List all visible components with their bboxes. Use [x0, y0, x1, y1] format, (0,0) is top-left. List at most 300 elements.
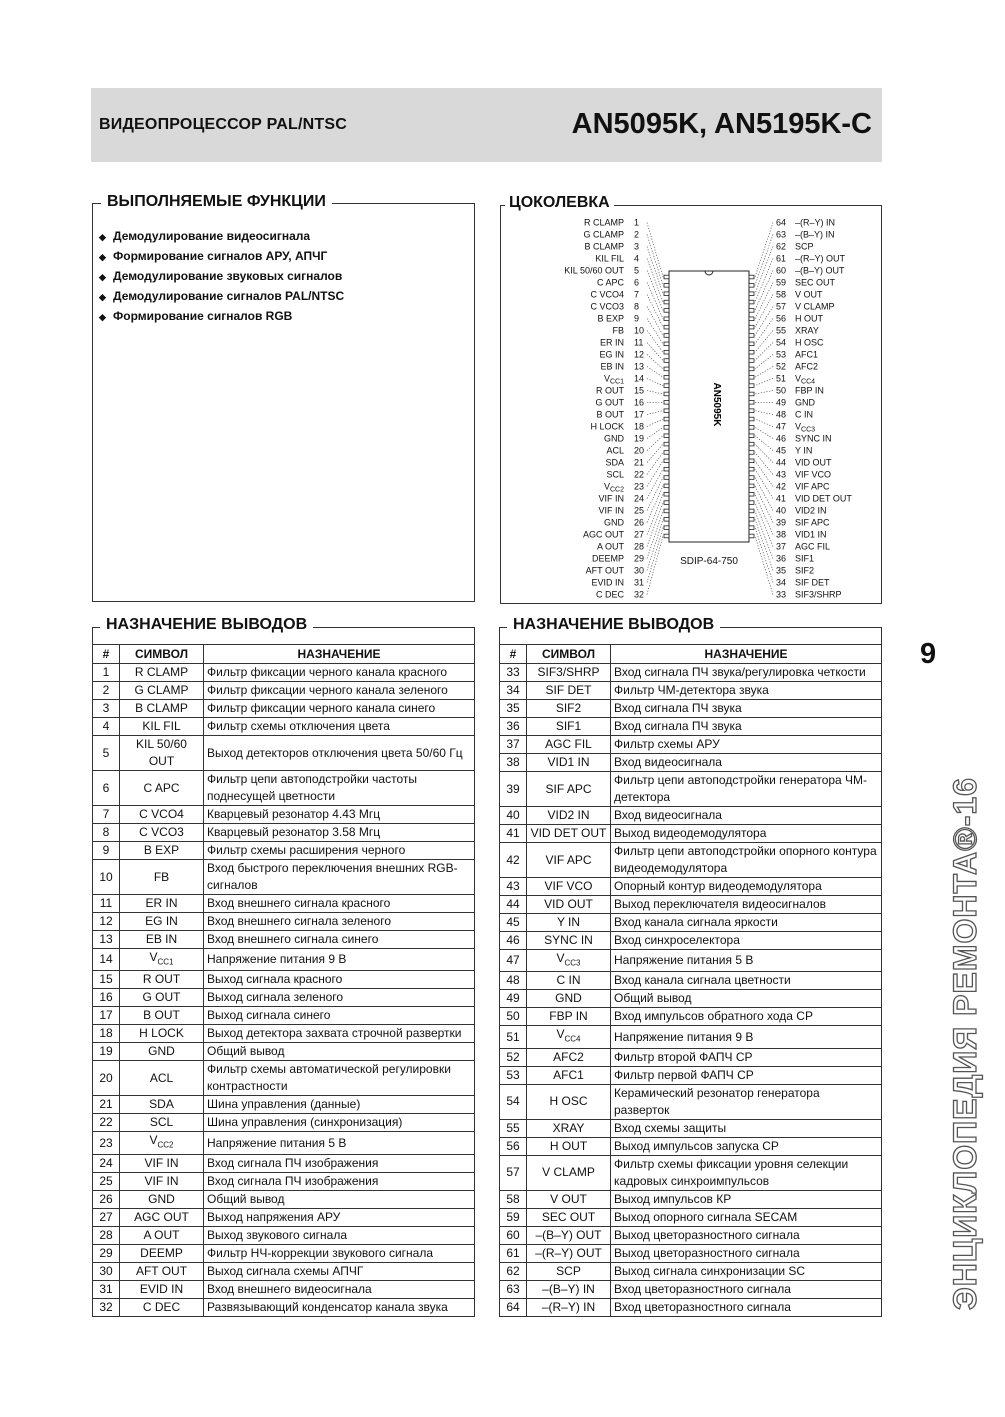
- pin-number-left: 18: [634, 421, 645, 432]
- pin-number-left: 25: [634, 505, 645, 516]
- function-item: ◆ Демодулирование звуковых сигналов: [99, 267, 344, 287]
- pin-symbol: SYNC IN: [527, 932, 611, 950]
- pin-left: [664, 526, 669, 530]
- pin-table-left: [92, 616, 475, 1317]
- leader-left: [647, 379, 663, 386]
- table-row: [93, 736, 475, 771]
- pin-number: 48: [500, 972, 527, 990]
- pin-number-left: 15: [634, 385, 645, 396]
- leader-right: [755, 486, 773, 523]
- pin-left: [664, 317, 669, 321]
- table-row: [93, 1226, 475, 1244]
- pin-purpose: Керамический резонатор генератора разверток: [611, 1084, 882, 1119]
- col-purpose: НАЗНАЧЕНИЕ: [611, 645, 882, 664]
- pin-purpose: Фильтр второй ФАПЧ СР: [611, 1048, 882, 1066]
- pin-number-right: 48: [776, 409, 787, 420]
- pin-symbol: A OUT: [120, 1226, 204, 1244]
- col-symbol: СИМВОЛ: [120, 645, 204, 664]
- table-row: [500, 664, 882, 682]
- pin-label-left: GND: [604, 517, 624, 528]
- pin-right: [749, 484, 754, 488]
- pin-left: [664, 392, 669, 396]
- pin-label-right: –(B–Y) OUT: [795, 265, 845, 276]
- table-row: [500, 754, 882, 772]
- leader-right: [755, 331, 773, 353]
- pin-purpose: Фильтр схемы расширения черного: [204, 842, 475, 860]
- pin-number: 4: [93, 718, 120, 736]
- col-number: #: [93, 645, 120, 664]
- table-row: [500, 878, 882, 896]
- pinout-panel: [500, 194, 882, 604]
- table-row: [93, 1154, 475, 1172]
- table-row: [93, 1132, 475, 1154]
- pin-number-right: 45: [776, 445, 787, 456]
- functions-title: ВЫПОЛНЯЕМЫЕ ФУНКЦИИ: [101, 192, 332, 212]
- table-row: [500, 700, 882, 718]
- table-row: [93, 1043, 475, 1061]
- pin-purpose: Выход детекторов отключения цвета 50/60 Гц: [204, 736, 475, 771]
- pin-left: [664, 492, 669, 496]
- leader-right: [755, 494, 773, 534]
- pin-number: 57: [500, 1155, 527, 1190]
- col-number: #: [500, 645, 527, 664]
- pin-right: [749, 342, 754, 346]
- pin-number: 40: [500, 807, 527, 825]
- pin-right: [749, 325, 754, 329]
- pin-purpose: Выход импульсов КР: [611, 1190, 882, 1208]
- pin-number-left: 17: [634, 409, 645, 420]
- pin-label-right: V CLAMP: [795, 301, 835, 312]
- leader-right: [755, 343, 773, 361]
- pin-purpose: Напряжение питания 5 В: [611, 950, 882, 972]
- pin-number-right: 34: [776, 577, 787, 588]
- pin-number: 33: [500, 664, 527, 682]
- pin-number-right: 42: [776, 481, 787, 492]
- pin-number-right: 53: [776, 349, 787, 360]
- pin-purpose: Вход синхроселектора: [611, 932, 882, 950]
- pin-label-left: AFT OUT: [585, 565, 624, 576]
- leader-right: [755, 259, 773, 303]
- pin-purpose: Напряжение питания 9 В: [204, 949, 475, 971]
- pin-number-right: 35: [776, 565, 787, 576]
- pin-purpose: Напряжение питания 5 В: [204, 1132, 475, 1154]
- pin-label-right: XRAY: [795, 325, 819, 336]
- pin-symbol: SIF DET: [527, 682, 611, 700]
- leader-right: [755, 419, 773, 426]
- pin-right: [749, 426, 754, 430]
- pin-symbol: H OUT: [527, 1137, 611, 1155]
- bullet-icon: ◆: [99, 292, 106, 302]
- pin-label-left: B OUT: [596, 409, 624, 420]
- pin-left: [664, 509, 669, 513]
- pin-number: 47: [500, 950, 527, 972]
- pin-label-left: GND: [604, 433, 624, 444]
- pin-label-right: SIF DET: [795, 577, 830, 588]
- pin-symbol: AGC FIL: [527, 736, 611, 754]
- leader-left: [647, 452, 663, 474]
- pin-number: 53: [500, 1066, 527, 1084]
- pin-left: [664, 501, 669, 505]
- pinout-title: ЦОКОЛЕВКА: [505, 193, 614, 213]
- pin-number: 35: [500, 700, 527, 718]
- pin-number: 45: [500, 914, 527, 932]
- pin-right: [749, 384, 754, 388]
- pin-purpose: Выход детектора захвата строчной развертки: [204, 1025, 475, 1043]
- page-header: [91, 88, 882, 162]
- pin-left: [664, 292, 669, 296]
- pin-label-left: C DEC: [595, 589, 624, 600]
- pin-label-right: SYNC IN: [795, 433, 832, 444]
- leader-left: [647, 528, 663, 583]
- table-row: [93, 989, 475, 1007]
- chip-label: AN5095K: [711, 382, 722, 427]
- functions-list: [99, 227, 344, 327]
- pin-right: [749, 334, 754, 338]
- pin-number: 7: [93, 806, 120, 824]
- pin-purpose: Шина управления (данные): [204, 1096, 475, 1114]
- pin-symbol: SDA: [120, 1096, 204, 1114]
- pin-left: [664, 384, 669, 388]
- leader-right: [755, 367, 773, 378]
- pin-symbol: –(B–Y) OUT: [527, 1226, 611, 1244]
- pin-label-right: AFC2: [795, 361, 819, 372]
- pin-number: 3: [93, 700, 120, 718]
- leader-left: [647, 247, 663, 294]
- pin-symbol: VIF APC: [527, 843, 611, 878]
- pin-number: 22: [93, 1114, 120, 1132]
- pin-right: [749, 526, 754, 530]
- pin-purpose: Выход опорного сигнала SECAM: [611, 1208, 882, 1226]
- table-row: [500, 682, 882, 700]
- pin-symbol: AGC OUT: [120, 1208, 204, 1226]
- table-row: [93, 1025, 475, 1043]
- pin-label-left: VIF IN: [598, 505, 624, 516]
- pin-label-right: V OUT: [795, 289, 823, 300]
- pin-label-left: SCL: [606, 469, 624, 480]
- pin-number-left: 9: [634, 313, 640, 324]
- pin-number: 16: [93, 989, 120, 1007]
- pin-left: [664, 517, 669, 521]
- pin-label-left: A OUT: [596, 541, 624, 552]
- pin-label-left: G CLAMP: [583, 229, 624, 240]
- pin-symbol: $V_{CC4}$: [527, 1026, 611, 1048]
- pin-purpose: Выход цветоразностного сигнала: [611, 1226, 882, 1244]
- leader-left: [647, 235, 663, 286]
- pin-symbol: DEEMP: [120, 1244, 204, 1262]
- pin-purpose: Фильтр схемы АРУ: [611, 736, 882, 754]
- pin-left: [664, 350, 669, 354]
- table-row: [93, 700, 475, 718]
- pin-symbol: SIF3/SHRP: [527, 664, 611, 682]
- pin-symbol: G CLAMP: [120, 682, 204, 700]
- bullet-icon: ◆: [99, 252, 106, 262]
- pin-number-left: 19: [634, 433, 645, 444]
- pin-purpose: Вход канала сигнала яркости: [611, 914, 882, 932]
- pin-number: 1: [93, 664, 120, 682]
- table-row: [500, 896, 882, 914]
- pin-label-right: FBP IN: [795, 385, 824, 396]
- pin-number-right: 44: [776, 457, 787, 468]
- leader-left: [647, 503, 663, 547]
- pin-purpose: Вход быстрого переключения внешних RGB-сигналов: [204, 860, 475, 895]
- pin-symbol: XRAY: [527, 1119, 611, 1137]
- pin-left: [664, 426, 669, 430]
- pin-purpose: Выход импульсов запуска СР: [611, 1137, 882, 1155]
- pin-right: [749, 492, 754, 496]
- pin-symbol: EG IN: [120, 913, 204, 931]
- pin-label-left: KIL FIL: [595, 253, 624, 264]
- pin-number-left: 1: [634, 217, 640, 228]
- pin-number: 2: [93, 682, 120, 700]
- function-item: ◆ Формирование сигналов RGB: [99, 307, 344, 327]
- pin-number-left: 2: [634, 229, 640, 240]
- pin-number: 56: [500, 1137, 527, 1155]
- pin-symbol: KIL FIL: [120, 718, 204, 736]
- leader-left: [647, 367, 663, 378]
- pin-purpose: Вход сигнала ПЧ изображения: [204, 1154, 475, 1172]
- leader-right: [755, 436, 773, 451]
- pin-label-right: SIF2: [795, 565, 815, 576]
- pin-label-right: VIF APC: [795, 481, 830, 492]
- leader-right: [755, 503, 773, 547]
- pin-number-right: 64: [776, 217, 787, 228]
- pin-label-right: C IN: [795, 409, 813, 420]
- pin-number: 28: [93, 1226, 120, 1244]
- pin-purpose: Выход сигнала красного: [204, 971, 475, 989]
- pin-number-left: 11: [634, 337, 644, 348]
- pin-number: 63: [500, 1280, 527, 1298]
- pin-right: [749, 459, 754, 463]
- pin-right: [749, 275, 754, 279]
- table-row: [93, 1298, 475, 1316]
- book-title: ЭНЦИКЛОПЕДИЯ РЕМОНТА®-16: [947, 777, 983, 1310]
- pin-symbol: ER IN: [120, 895, 204, 913]
- pin-symbol: VID1 IN: [527, 754, 611, 772]
- pin-right: [749, 375, 754, 379]
- table-row: [93, 664, 475, 682]
- table-row: [500, 718, 882, 736]
- pin-number-left: 24: [634, 493, 645, 504]
- pin-right: [749, 401, 754, 405]
- pin-number-left: 8: [634, 301, 640, 312]
- pin-number-right: 41: [776, 493, 787, 504]
- leader-left: [647, 419, 663, 426]
- pin-symbol: GND: [527, 990, 611, 1008]
- pin-symbol: KIL 50/60 OUT: [120, 736, 204, 771]
- pin-label-left: $V_{CC2}$: [603, 481, 624, 494]
- pin-left: [664, 467, 669, 471]
- pin-label-left: ACL: [606, 445, 624, 456]
- table-row: [93, 718, 475, 736]
- pin-number-right: 39: [776, 517, 787, 528]
- pin-number-left: 23: [634, 481, 645, 492]
- pin-left: [664, 284, 669, 288]
- pin-left: [664, 476, 669, 480]
- table-row: [93, 913, 475, 931]
- pin-symbol: C IN: [527, 972, 611, 990]
- pin-number-left: 13: [634, 361, 645, 372]
- pin-right: [749, 284, 754, 288]
- pin-number: 43: [500, 878, 527, 896]
- pin-number: 15: [93, 971, 120, 989]
- pin-symbol: SEC OUT: [527, 1208, 611, 1226]
- bullet-icon: ◆: [99, 232, 106, 242]
- pin-number-right: 33: [776, 589, 787, 600]
- pin-symbol: C VCO4: [120, 806, 204, 824]
- pin-left: [664, 359, 669, 363]
- pin-number: 9: [93, 842, 120, 860]
- pin-number: 17: [93, 1007, 120, 1025]
- pin-symbol: VIF IN: [120, 1172, 204, 1190]
- pin-number: 24: [93, 1154, 120, 1172]
- pin-number-right: 62: [776, 241, 787, 252]
- table-row: [500, 972, 882, 990]
- pin-label-right: VIF VCO: [795, 469, 832, 480]
- pin-left: [664, 459, 669, 463]
- pin-table-left-title: НАЗНАЧЕНИЕ ВЫВОДОВ: [100, 615, 313, 635]
- pin-purpose: Фильтр ЧМ-детектора звука: [611, 682, 882, 700]
- leader-right: [755, 427, 773, 438]
- pin-purpose: Фильтр схемы фиксации уровня селекции кадровых синхроимпульсов: [611, 1155, 882, 1190]
- pin-number-right: 58: [776, 289, 787, 300]
- pin-right: [749, 309, 754, 313]
- table-row: [500, 1026, 882, 1048]
- pin-right: [749, 409, 754, 413]
- table-row: [93, 949, 475, 971]
- pin-label-left: $V_{CC1}$: [603, 373, 624, 386]
- table-row: [93, 842, 475, 860]
- pin-number: 64: [500, 1298, 527, 1316]
- leader-right: [755, 295, 773, 328]
- leader-left: [647, 343, 663, 361]
- pin-purpose: Напряжение питания 9 В: [611, 1026, 882, 1048]
- table-row: [500, 914, 882, 932]
- pin-purpose: Фильтр первой ФАПЧ СР: [611, 1066, 882, 1084]
- pin-number-right: 61: [776, 253, 787, 264]
- pin-number-left: 28: [634, 541, 645, 552]
- pin-number: 61: [500, 1244, 527, 1262]
- pin-number: 5: [93, 736, 120, 771]
- table-row: [500, 1280, 882, 1298]
- pin-label-left: ER IN: [599, 337, 624, 348]
- pin-symbol: ACL: [120, 1061, 204, 1096]
- leader-right: [755, 355, 773, 369]
- function-item: ◆ Формирование сигналов АРУ, АПЧГ: [99, 247, 344, 267]
- pin-label-right: SCP: [795, 241, 814, 252]
- pin-label-left: DEEMP: [591, 553, 624, 564]
- pin-symbol: R OUT: [120, 971, 204, 989]
- pin-number-left: 30: [634, 565, 645, 576]
- pin-purpose: Вход видеосигнала: [611, 754, 882, 772]
- pin-number-left: 6: [634, 277, 640, 288]
- pin-label-left: AGC OUT: [582, 529, 624, 540]
- pin-label-left: C VCO3: [590, 301, 624, 312]
- pin-purpose: Вход сигнала ПЧ звука: [611, 718, 882, 736]
- pin-purpose: Вход цветоразностного сигнала: [611, 1298, 882, 1316]
- pin-number: 12: [93, 913, 120, 931]
- table-row: [93, 860, 475, 895]
- pin-number: 20: [93, 1061, 120, 1096]
- pin-symbol: GND: [120, 1190, 204, 1208]
- leader-left: [647, 259, 663, 303]
- pin-purpose: Выход напряжения АРУ: [204, 1208, 475, 1226]
- pin-purpose: Кварцевый резонатор 3.58 Мгц: [204, 824, 475, 842]
- pin-purpose: Выход сигнала синхронизации SC: [611, 1262, 882, 1280]
- pin-label-right: SEC OUT: [795, 277, 836, 288]
- leader-left: [647, 511, 663, 559]
- pin-number-right: 43: [776, 469, 787, 480]
- pin-right: [749, 392, 754, 396]
- pin-number: 34: [500, 682, 527, 700]
- pin-symbol: G OUT: [120, 989, 204, 1007]
- pin-number: 11: [93, 895, 120, 913]
- pin-symbol: $V_{CC1}$: [120, 949, 204, 971]
- table-row: [93, 771, 475, 806]
- leader-right: [755, 247, 773, 294]
- pin-number-left: 12: [634, 349, 645, 360]
- pin-number-right: 63: [776, 229, 787, 240]
- leader-left: [647, 536, 663, 595]
- pin-label-right: GND: [795, 397, 815, 408]
- pin-number-left: 5: [634, 265, 640, 276]
- leader-left: [647, 411, 663, 415]
- pin-purpose: Выход сигнала схемы АПЧГ: [204, 1262, 475, 1280]
- pin-right: [749, 467, 754, 471]
- pin-left: [664, 334, 669, 338]
- pin-label-left: C VCO4: [590, 289, 624, 300]
- pin-number-right: 59: [776, 277, 787, 288]
- pin-number: 26: [93, 1190, 120, 1208]
- pin-label-left: KIL 50/60 OUT: [564, 265, 624, 276]
- pin-label-right: SIF APC: [795, 517, 830, 528]
- pin-right: [749, 451, 754, 455]
- pin-number: 10: [93, 860, 120, 895]
- pin-number-left: 4: [634, 253, 640, 264]
- pin-left: [664, 375, 669, 379]
- pin-number: 49: [500, 990, 527, 1008]
- table-row: [500, 1244, 882, 1262]
- pin-number-left: 27: [634, 529, 645, 540]
- pin-right: [749, 367, 754, 371]
- pin-number: 60: [500, 1226, 527, 1244]
- table-row: [93, 824, 475, 842]
- pin-right: [749, 300, 754, 304]
- leader-left: [647, 436, 663, 451]
- pin-number: 58: [500, 1190, 527, 1208]
- pin-symbol: FB: [120, 860, 204, 895]
- package-label: SDIP-64-750: [680, 556, 738, 567]
- pin-number-right: 37: [776, 541, 787, 552]
- pin-right: [749, 509, 754, 513]
- pin-number-right: 52: [776, 361, 787, 372]
- pin-symbol: V OUT: [527, 1190, 611, 1208]
- leader-right: [755, 452, 773, 474]
- pin-purpose: Фильтр цепи автоподстройки частоты поднесущей цветности: [204, 771, 475, 806]
- pin-number: 31: [93, 1280, 120, 1298]
- pin-number: 25: [93, 1172, 120, 1190]
- pin-label-left: C APC: [596, 277, 624, 288]
- pin-left: [664, 367, 669, 371]
- pin-symbol: C VCO3: [120, 824, 204, 842]
- pin-number-right: 49: [776, 397, 787, 408]
- pin-left: [664, 451, 669, 455]
- pin-label-right: VID1 IN: [795, 529, 827, 540]
- pin-label-right: VID OUT: [795, 457, 832, 468]
- pin-symbol: –(B–Y) IN: [527, 1280, 611, 1298]
- pin-symbol: SIF APC: [527, 772, 611, 807]
- pin-label-right: AGC FIL: [795, 541, 831, 552]
- pin-purpose: Общий вывод: [204, 1190, 475, 1208]
